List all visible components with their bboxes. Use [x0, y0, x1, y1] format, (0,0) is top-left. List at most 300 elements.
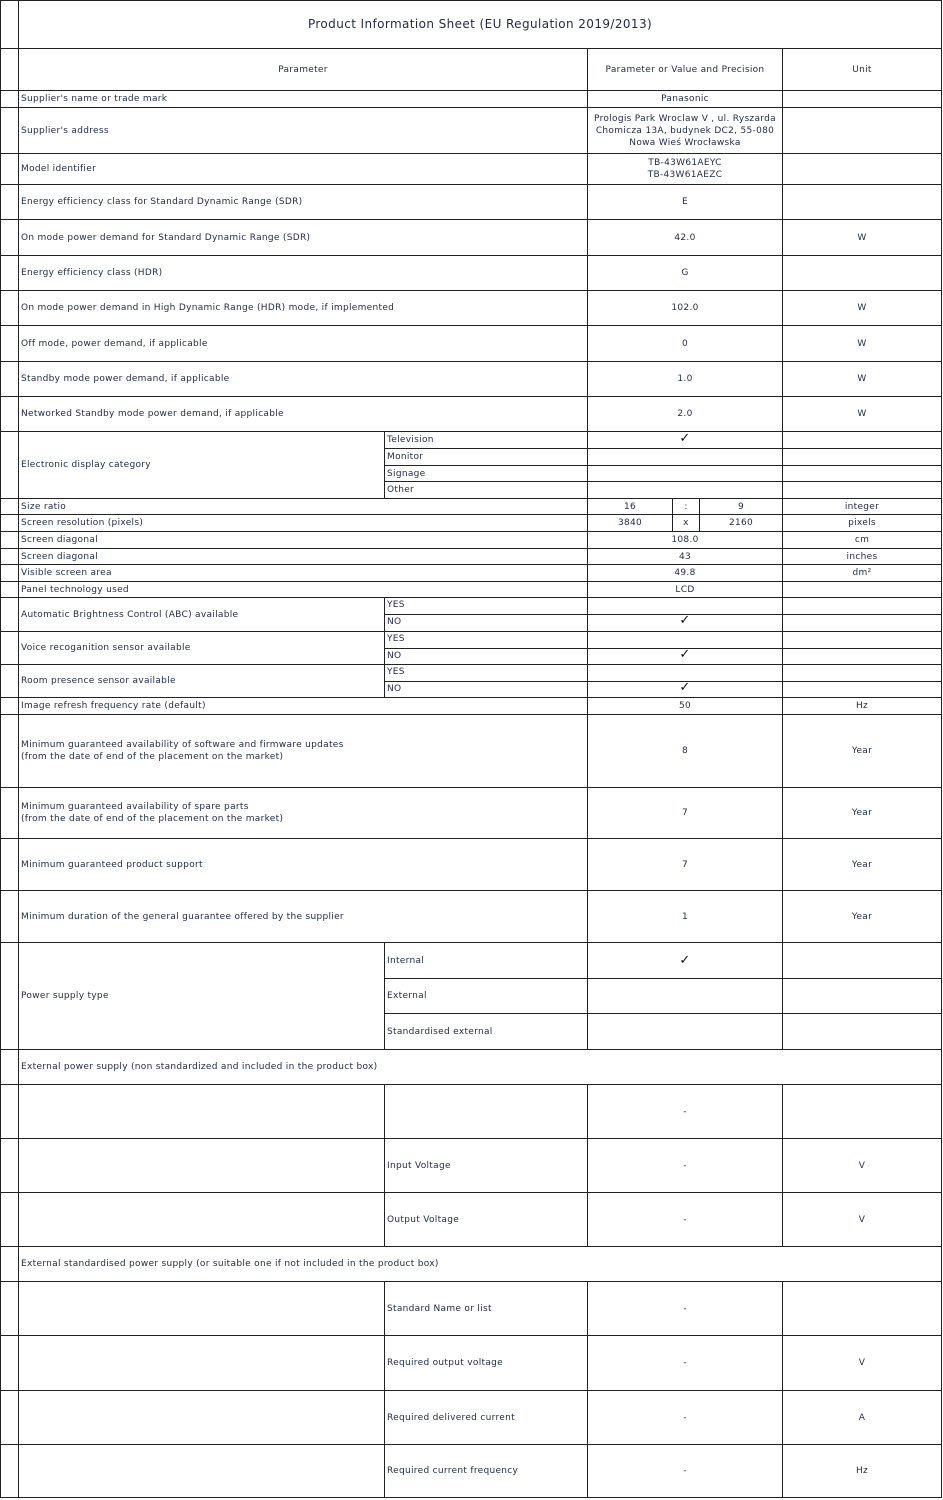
row-number-9: [0, 396, 19, 432]
row-number-supplier_address: [0, 107, 19, 154]
row-panel-label-cell: [18, 581, 588, 598]
sub-row-value: -: [683, 1106, 687, 1117]
sub-row-blank-cell: [18, 1138, 385, 1193]
header-unit: Unit: [852, 64, 872, 75]
row-energy_sdr-label-cell: [18, 184, 588, 220]
row-networked_standby-label: Networked Standby mode power demand, if applicable: [21, 409, 284, 419]
sub-row-value: -: [683, 1358, 687, 1368]
row-refresh-value: 50: [678, 701, 692, 711]
row-number-20: [0, 697, 19, 715]
sub-row-value-cell: [587, 1444, 783, 1498]
row-size_ratio-second-value-cell: [699, 498, 783, 515]
sub-row-unit: V: [858, 1214, 866, 1225]
row-presence-label: Room presence sensor available: [21, 676, 176, 686]
row-supplier_address-value-cell: [587, 107, 783, 154]
row-product_support-label: Minimum guaranteed product support: [21, 859, 203, 870]
row-supplier_name-label: Supplier's name or trade mark: [21, 94, 168, 104]
row-power_hdr-unit: W: [857, 303, 867, 313]
header-parameter-cell: [18, 48, 588, 91]
row-energy_sdr-label: Energy efficiency class for Standard Dynamic Range (SDR): [21, 197, 303, 207]
row-presence-no-label: NO: [387, 684, 402, 694]
row-number-26: [0, 1246, 19, 1282]
row-abc-label: Automatic Brightness Control (ABC) available: [21, 609, 239, 620]
row-panel-value-cell: [587, 581, 783, 598]
row-power-supply-type-label: Power supply type: [21, 991, 109, 1001]
row-number-label: iii: [3, 1412, 13, 1422]
sub-row-value-cell: [587, 1192, 783, 1247]
row-abc-no-unit-cell: [782, 614, 942, 632]
row-diagonal_cm-value: 108.0: [671, 535, 699, 545]
sub-row-label-cell: [384, 1444, 588, 1498]
row-diagonal_in-label-cell: [18, 548, 588, 565]
row-guarantee-label-cell: [18, 890, 588, 943]
power-supply-check-cell: [587, 1013, 783, 1050]
sub-row-value: -: [683, 1160, 687, 1171]
check-mark-icon: ✓: [679, 431, 691, 446]
row-diagonal_in-unit: inches: [846, 551, 878, 562]
row-external_ps-section-cell: [18, 1049, 942, 1085]
row-power_sdr-label: On mode power demand for Standard Dynamic Range (SDR): [21, 232, 311, 243]
power-supply-option: [384, 978, 588, 1014]
row-diagonal_cm-unit-cell: [782, 531, 942, 549]
row-networked_standby-value: 2.0: [677, 409, 693, 419]
row-external_ps-label: External power supply (non standardized and included in the product box): [21, 1062, 378, 1072]
sub-row-unit: V: [858, 1160, 866, 1171]
sub-row-unit: A: [858, 1412, 866, 1423]
sub-row-label-cell: [384, 1138, 588, 1193]
number-column-header: [0, 48, 19, 91]
row-refresh-value-cell: [587, 697, 783, 715]
row-abc-yes-unit-cell: [782, 597, 942, 615]
row-power-supply-type-label-cell: [18, 942, 385, 1050]
row-presence-yes-unit-cell: [782, 664, 942, 682]
row-power_hdr-label: On mode power demand in High Dynamic Range (HDR) mode, if implemented: [21, 303, 395, 313]
row-diagonal_in-unit-cell: [782, 548, 942, 565]
row-power_hdr-value: 102.0: [671, 303, 699, 313]
row-voice-no-label: NO: [387, 651, 402, 661]
display-category-option-label: Signage: [387, 468, 426, 479]
sub-row-label-cell: [384, 1084, 588, 1139]
row-product_support-value: 7: [681, 859, 689, 870]
sub-row-label-cell: [384, 1192, 588, 1247]
row-energy_sdr-value-cell: [587, 184, 783, 220]
row-number-1: [0, 90, 19, 108]
sub-row-number: [0, 1281, 19, 1336]
row-number-17: [0, 597, 19, 632]
row-spare_parts-value-cell: [587, 787, 783, 839]
row-voice-yes-unit-cell: [782, 631, 942, 649]
power-supply-option: [384, 1013, 588, 1050]
row-standby-value: 1.0: [677, 374, 693, 384]
sub-row-number: [0, 1444, 19, 1498]
sub-row-label-cell: [384, 1335, 588, 1391]
power-supply-option: [384, 942, 588, 979]
sub-row-value-cell: [587, 1335, 783, 1391]
sub-row-unit-cell: [782, 1444, 942, 1498]
row-standby-value-cell: [587, 361, 783, 397]
sub-row-value-cell: [587, 1084, 783, 1139]
row-number-label: 15: [3, 566, 16, 576]
check-mark-icon: ✓: [679, 952, 691, 968]
row-number-label: 22: [3, 807, 16, 818]
sub-row-value-cell: [587, 1390, 783, 1445]
row-diagonal_cm-label: Screen diagonal: [21, 535, 98, 545]
row-number-23: [0, 838, 19, 891]
row-visible_area-unit: dm²: [852, 568, 872, 578]
row-software_updates-label-cell: [18, 714, 588, 788]
row-number-19: [0, 664, 19, 698]
row-size_ratio-separator-cell: [672, 498, 700, 515]
row-presence-yes-label: YES: [387, 667, 405, 677]
row-energy_hdr-label: Energy efficiency class (HDR): [21, 268, 163, 278]
row-off_mode-label-cell: [18, 325, 588, 362]
row-power_hdr-value-cell: [587, 290, 783, 326]
row-voice-yes-label: YES: [387, 634, 405, 644]
row-abc-no-option: [384, 614, 588, 632]
sub-row-value: -: [683, 1466, 687, 1476]
row-diagonal_in-value-cell: [587, 548, 783, 565]
sub-row-blank-cell: [18, 1084, 385, 1139]
row-display-category-label-cell: [18, 431, 385, 499]
row-standardised_ps-section-cell: [18, 1246, 942, 1282]
display-category-unit-cell: [782, 448, 942, 466]
row-size_ratio-unit-cell: [782, 498, 942, 515]
power-supply-option-label: Internal: [387, 955, 425, 966]
row-presence-yes-option: [384, 664, 588, 682]
row-energy_sdr-unit-cell: [782, 184, 942, 220]
row-number-label: 18: [3, 633, 16, 643]
display-category-option: [384, 431, 588, 449]
row-number-label: 24: [3, 953, 16, 963]
sub-row-label: Standard Name or list: [387, 1303, 492, 1314]
display-category-option: [384, 481, 588, 499]
row-power_sdr-unit-cell: [782, 219, 942, 256]
row-number-label: ii: [3, 1357, 10, 1368]
sub-row-unit-cell: [782, 1084, 942, 1139]
row-product_support-unit: Year: [851, 859, 873, 870]
row-number-label: 26: [3, 1258, 16, 1269]
row-panel-label: Panel technology used: [21, 584, 129, 595]
row-supplier_name-unit-cell: [782, 90, 942, 108]
row-guarantee-unit: Year: [851, 911, 873, 922]
row-display-category-label: Electronic display category: [21, 460, 151, 470]
row-number-label: 14: [3, 550, 16, 560]
row-product_support-value-cell: [587, 838, 783, 891]
row-energy_hdr-unit-cell: [782, 255, 942, 291]
row-spare_parts-unit: Year: [851, 808, 873, 818]
row-spare_parts-label: Minimum guaranteed availability of spare parts (from the date of end of the placement on the market): [21, 802, 284, 824]
sub-row-value-cell: [587, 1281, 783, 1336]
sub-row-value-cell: [587, 1138, 783, 1193]
sub-row-value: -: [683, 1303, 687, 1314]
display-category-unit-cell: [782, 465, 942, 482]
row-number-label: 16: [3, 583, 16, 593]
row-resolution-separator-cell: [672, 514, 700, 532]
power-supply-unit-cell: [782, 1013, 942, 1050]
row-size_ratio-unit: integer: [844, 502, 880, 512]
row-number-label: 23: [3, 859, 16, 869]
row-off_mode-unit-cell: [782, 325, 942, 362]
sub-row-blank-cell: [18, 1281, 385, 1336]
row-energy_hdr-label-cell: [18, 255, 588, 291]
sub-row-unit-cell: [782, 1192, 942, 1247]
row-diagonal_cm-value-cell: [587, 531, 783, 549]
row-size_ratio-separator: :: [684, 502, 688, 512]
row-number-15: [0, 564, 19, 582]
row-number-label: 3: [3, 196, 10, 207]
power-supply-unit-cell: [782, 978, 942, 1014]
row-abc-no-check-cell: [587, 614, 783, 632]
display-category-option: [384, 448, 588, 466]
row-standby-unit-cell: [782, 361, 942, 397]
row-number-13: [0, 531, 19, 549]
sub-row-blank-cell: [18, 1192, 385, 1247]
row-networked_standby-value-cell: [587, 396, 783, 432]
row-number-label: ii: [3, 1160, 10, 1170]
row-model-unit-cell: [782, 153, 942, 185]
row-resolution-separator: x: [683, 518, 689, 528]
display-category-option-label: Other: [387, 485, 415, 495]
row-resolution-first-value-cell: [587, 514, 673, 532]
row-number-label: 25: [3, 1061, 16, 1072]
row-voice-no-option: [384, 648, 588, 665]
row-resolution-second-value: 2160: [728, 518, 754, 528]
row-number-label: 17: [3, 599, 16, 609]
sub-row-label: Required delivered current: [387, 1412, 515, 1423]
row-presence-no-unit-cell: [782, 681, 942, 698]
header-value-cell: [587, 48, 783, 91]
row-number-label: 12: [3, 516, 16, 526]
row-software_updates-value: 8: [681, 746, 689, 756]
row-product_support-label-cell: [18, 838, 588, 891]
row-diagonal_cm-label-cell: [18, 531, 588, 549]
row-voice-label: Voice recoganition sensor available: [21, 643, 191, 653]
row-supplier_address-unit-cell: [782, 107, 942, 154]
row-power_hdr-label-cell: [18, 290, 588, 326]
row-off_mode-label: Off mode, power demand, if applicable: [21, 338, 208, 349]
row-resolution-first-value: 3840: [617, 518, 643, 528]
display-category-unit-cell: [782, 481, 942, 499]
row-voice-yes-option: [384, 631, 588, 649]
number-column-header: [0, 0, 19, 49]
row-size_ratio-second-value: 9: [737, 502, 745, 512]
row-spare_parts-value: 7: [681, 808, 689, 818]
row-supplier_address-label: Supplier's address: [21, 125, 109, 136]
row-off_mode-value-cell: [587, 325, 783, 362]
display-category-check-cell: [587, 481, 783, 499]
header-value: Parameter or Value and Precision: [605, 64, 765, 75]
row-number-label: i: [3, 1303, 7, 1313]
row-number-label: iv: [3, 1465, 12, 1476]
row-presence-no-option: [384, 681, 588, 698]
sub-row-unit-cell: [782, 1281, 942, 1336]
display-category-option: [384, 465, 588, 482]
row-supplier_name-label-cell: [18, 90, 588, 108]
sub-row-number: [0, 1192, 19, 1247]
row-number-22: [0, 787, 19, 839]
row-presence-no-check-cell: [587, 681, 783, 698]
row-number-3: [0, 184, 19, 220]
row-spare_parts-unit-cell: [782, 787, 942, 839]
sub-row-number: [0, 1390, 19, 1445]
row-standby-label: Standby mode power demand, if applicable: [21, 374, 230, 384]
row-number-14: [0, 548, 19, 565]
row-energy_sdr-value: E: [682, 197, 688, 207]
sub-row-value: -: [683, 1412, 687, 1423]
row-diagonal_in-label: Screen diagonal: [21, 551, 98, 562]
display-category-option-label: Monitor: [387, 452, 424, 462]
header-parameter: Parameter: [278, 64, 328, 75]
row-visible_area-label-cell: [18, 564, 588, 582]
row-number-label: 1: [3, 93, 10, 104]
sub-row-unit-cell: [782, 1390, 942, 1445]
row-networked_standby-unit-cell: [782, 396, 942, 432]
row-number-label: 20: [3, 699, 16, 709]
row-number-label: 2: [3, 163, 10, 174]
row-number-4: [0, 219, 19, 256]
row-number-6: [0, 290, 19, 326]
row-model-value-cell: [587, 153, 783, 185]
sub-row-label: Required output voltage: [387, 1358, 503, 1368]
row-number-16: [0, 581, 19, 598]
sheet-title-cell: [18, 0, 942, 49]
row-number-guarantee: [0, 890, 19, 943]
sub-row-value: -: [683, 1214, 687, 1225]
row-abc-yes-label: YES: [387, 600, 405, 610]
row-number-label: 8: [3, 373, 10, 384]
row-software_updates-unit-cell: [782, 714, 942, 788]
row-resolution-label: Screen resolution (pixels): [21, 518, 144, 528]
row-resolution-unit-cell: [782, 514, 942, 532]
sub-row-unit-cell: [782, 1335, 942, 1391]
sub-row-blank-cell: [18, 1335, 385, 1391]
row-presence-label-cell: [18, 664, 385, 698]
row-standby-unit: W: [857, 374, 867, 384]
row-panel-value: LCD: [675, 584, 695, 595]
display-category-option-label: Television: [387, 435, 434, 445]
row-number-24: [0, 942, 19, 1050]
row-refresh-unit-cell: [782, 697, 942, 715]
check-mark-icon: ✓: [679, 680, 691, 695]
row-energy_hdr-value: G: [681, 268, 689, 278]
row-number-5: [0, 255, 19, 291]
row-resolution-label-cell: [18, 514, 588, 532]
row-supplier_name-value: Panasonic: [661, 94, 709, 104]
row-model-label-cell: [18, 153, 588, 185]
row-number-label: 10: [3, 435, 16, 445]
row-refresh-unit: Hz: [855, 701, 869, 711]
row-size_ratio-first-value: 16: [623, 502, 637, 512]
row-number-label: 21: [3, 745, 16, 756]
row-number-label: 5: [3, 267, 10, 278]
row-power_sdr-unit: W: [857, 232, 867, 243]
row-size_ratio-label-cell: [18, 498, 588, 515]
header-unit-cell: [782, 48, 942, 91]
sub-row-label: Output Voltage: [387, 1214, 460, 1225]
row-visible_area-label: Visible screen area: [21, 568, 112, 578]
row-number-label: 9: [3, 408, 10, 419]
row-visible_area-value-cell: [587, 564, 783, 582]
check-mark-icon: ✓: [679, 613, 691, 628]
row-number-7: [0, 325, 19, 362]
sub-row-label-cell: [384, 1390, 588, 1445]
power-supply-check-cell: [587, 942, 783, 979]
sub-row-unit: Hz: [855, 1466, 869, 1476]
power-supply-option-label: External: [387, 991, 427, 1001]
row-supplier_address-value: Prologis Park Wroclaw V , ul. Ryszarda Chomicza 13A, budynek DC2, 55-080 Nowa Wieś Wrocławska: [594, 113, 776, 148]
sub-row-number: [0, 1084, 19, 1139]
row-model-label: Model identifier: [21, 164, 97, 174]
row-refresh-label: Image refresh frequency rate (default): [21, 701, 206, 711]
row-voice-no-unit-cell: [782, 648, 942, 665]
row-guarantee-unit-cell: [782, 890, 942, 943]
row-number-label: 19: [3, 666, 16, 676]
power-supply-unit-cell: [782, 942, 942, 979]
power-supply-option-label: Standardised external: [387, 1026, 493, 1037]
row-off_mode-value: 0: [681, 338, 689, 349]
sub-row-blank-cell: [18, 1390, 385, 1445]
row-number-12: [0, 514, 19, 532]
sheet-title: Product Information Sheet (EU Regulation 2019/2013): [307, 17, 653, 31]
row-number-18: [0, 631, 19, 665]
sub-row-unit-cell: [782, 1138, 942, 1193]
row-power_hdr-unit-cell: [782, 290, 942, 326]
row-power_sdr-label-cell: [18, 219, 588, 256]
row-abc-label-cell: [18, 597, 385, 632]
row-diagonal_cm-unit: cm: [854, 535, 870, 545]
row-number-10: [0, 431, 19, 499]
row-number-label: 4: [3, 232, 10, 242]
row-resolution-second-value-cell: [699, 514, 783, 532]
row-guarantee-value-cell: [587, 890, 783, 943]
row-number-21: [0, 714, 19, 788]
row-refresh-label-cell: [18, 697, 588, 715]
sub-row-blank-cell: [18, 1444, 385, 1498]
row-supplier_address-label-cell: [18, 107, 588, 154]
display-category-check-cell: [587, 431, 783, 449]
row-visible_area-value: 49.8: [674, 568, 696, 578]
row-size_ratio-first-value-cell: [587, 498, 673, 515]
row-diagonal_in-value: 43: [678, 551, 692, 562]
row-number-label: 6: [3, 302, 10, 313]
row-software_updates-value-cell: [587, 714, 783, 788]
row-number-label: iii: [3, 1214, 13, 1224]
row-power_sdr-value-cell: [587, 219, 783, 256]
row-off_mode-unit: W: [857, 338, 867, 349]
sub-row-number: [0, 1138, 19, 1193]
row-guarantee-label: Minimum duration of the general guarantee offered by the supplier: [21, 911, 344, 922]
row-number-11: [0, 498, 19, 515]
row-model-value: TB-43W61AEYC TB-43W61AEZC: [647, 158, 723, 180]
row-networked_standby-unit: W: [857, 409, 867, 419]
row-number-25: [0, 1049, 19, 1085]
row-supplier_name-value-cell: [587, 90, 783, 108]
row-networked_standby-label-cell: [18, 396, 588, 432]
row-software_updates-unit: Year: [851, 746, 873, 756]
sub-row-unit: V: [858, 1358, 866, 1368]
sub-row-number: [0, 1335, 19, 1391]
row-standardised_ps-label: External standardised power supply (or suitable one if not included in the product box): [21, 1259, 439, 1269]
row-voice-label-cell: [18, 631, 385, 665]
row-size_ratio-label: Size ratio: [21, 502, 67, 512]
row-power_sdr-value: 42.0: [674, 232, 696, 243]
row-standby-label-cell: [18, 361, 588, 397]
display-category-unit-cell: [782, 431, 942, 449]
row-abc-no-label: NO: [387, 617, 402, 627]
row-spare_parts-label-cell: [18, 787, 588, 839]
sub-row-label: Required current frequency: [387, 1466, 519, 1476]
row-product_support-unit-cell: [782, 838, 942, 891]
